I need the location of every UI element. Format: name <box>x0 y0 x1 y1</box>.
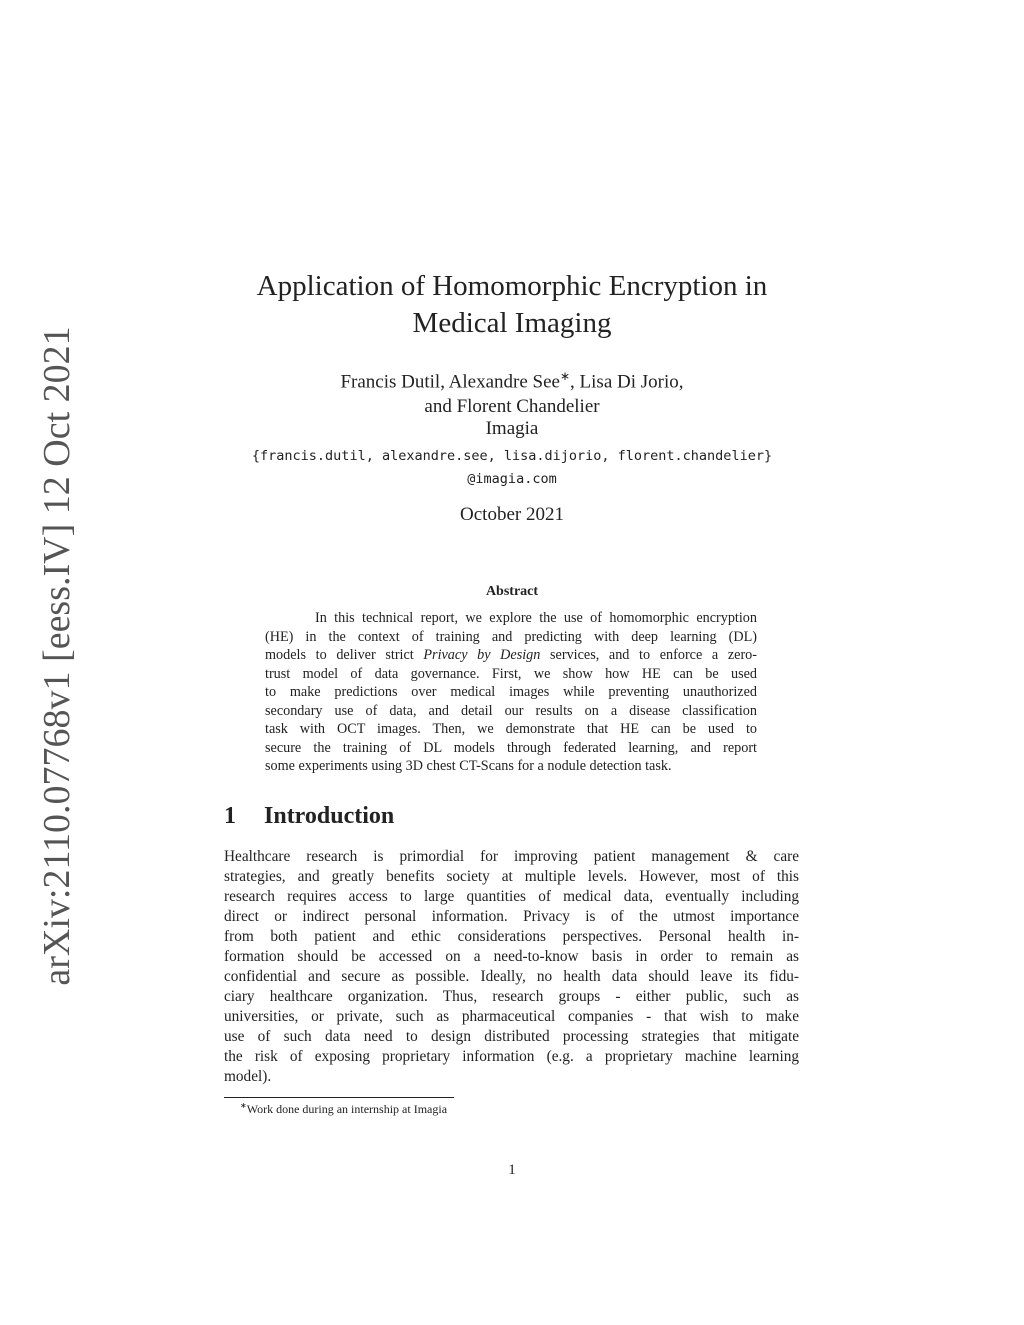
authors-line-2: and Florent Chandelier <box>424 396 600 418</box>
abstract-line-3a: models to deliver strict <box>265 647 424 663</box>
paragraph-line: universities, or private, such as pharmaceutical companies - that wish to make <box>224 1008 799 1025</box>
title-line-1: Application of Homomorphic Encryption in <box>256 270 768 302</box>
footnote-rule <box>224 1097 454 1098</box>
section-heading <box>224 803 394 830</box>
authors-part-a: Francis Dutil, Alexandre See <box>340 371 560 393</box>
paragraph-line: formation should be accessed on a need-to-know basis in order to remain as <box>224 948 799 965</box>
abstract-line-3b: services, and to enforce a zero- <box>540 647 757 663</box>
abstract-body <box>265 609 757 776</box>
section-title: Introduction <box>264 803 395 829</box>
footnote <box>240 1101 447 1117</box>
paragraph-line: confidential and secure as possible. Ideally, no health data should leave its fidu- <box>224 968 799 985</box>
abstract-line <box>265 646 757 665</box>
paragraph-line: Healthcare research is primordial for improving patient management & care <box>224 848 799 865</box>
paragraph-line: ciary healthcare organization. Thus, research groups - either public, such as <box>224 988 799 1005</box>
paragraph-line: from both patient and ethic considerations perspectives. Personal health in- <box>224 928 799 945</box>
footnote-text: Work done during an internship at Imagia <box>246 1102 448 1116</box>
emails-line-1: {francis.dutil, alexandre.see, lisa.dijorio, florent.chandelier} <box>251 448 773 464</box>
section-number: 1 <box>224 803 236 829</box>
abstract-line: secondary use of data, and detail our results on a disease classification <box>265 702 757 719</box>
author-emails <box>0 445 1024 491</box>
authors-line-1 <box>0 364 1024 394</box>
publication-date: October 2021 <box>460 504 564 525</box>
abstract-line: (HE) in the context of training and predicting with deep learning (DL) <box>265 628 757 645</box>
title-line-2: Medical Imaging <box>412 307 612 339</box>
page-number: 1 <box>508 1162 516 1178</box>
paper-title <box>0 268 1024 342</box>
author-list <box>0 364 1024 419</box>
abstract-line: task with OCT images. Then, we demonstrate that HE can be used to <box>265 721 757 737</box>
paragraph-line: research requires access to large quantities of medical data, eventually including <box>224 888 799 905</box>
paragraph-line: use of such data need to design distributed processing strategies that mitigate <box>224 1028 799 1045</box>
abstract-line: some experiments using 3D chest CT-Scans for a nodule detection task. <box>265 758 672 774</box>
emails-line-2: @imagia.com <box>467 471 557 487</box>
arxiv-identifier: arXiv:2110.07768v1 [eess.IV] 12 Oct 2021 <box>36 326 78 986</box>
abstract-line: to make predictions over medical images while preventing unauthorized <box>265 684 757 700</box>
abstract-line: trust model of data governance. First, we show how HE can be used <box>265 665 757 682</box>
abstract-line: secure the training of DL models through federated learning, and report <box>265 739 757 756</box>
abstract-heading: Abstract <box>485 584 539 599</box>
introduction-paragraph <box>224 847 799 1087</box>
paragraph-line: strategies, and greatly benefits society at multiple levels. However, most of this <box>224 868 799 885</box>
footnote-mark: ∗ <box>240 1101 247 1110</box>
abstract-line: In this technical report, we explore the use of homomorphic encryption <box>315 610 757 626</box>
author-footnote-mark: ∗ <box>559 369 571 383</box>
paragraph-line: model). <box>224 1068 272 1085</box>
affiliation: Imagia <box>485 418 539 439</box>
paragraph-line: the risk of exposing proprietary information (e.g. a proprietary machine learning <box>224 1048 799 1065</box>
abstract-emphasis: Privacy by Design <box>423 647 541 663</box>
authors-part-b: , Lisa Di Jorio, <box>570 371 684 393</box>
paragraph-line: direct or indirect personal information. Privacy is of the utmost importance <box>224 908 799 925</box>
